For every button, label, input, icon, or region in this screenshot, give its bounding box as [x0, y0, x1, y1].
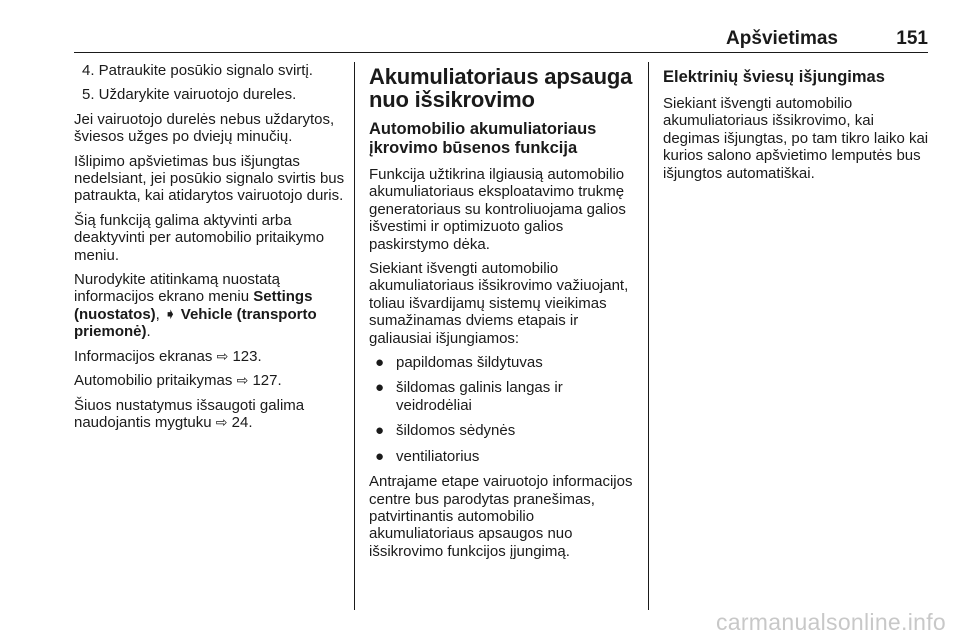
list-item	[369, 448, 635, 465]
save-settings-page[interactable]: 24	[231, 413, 249, 431]
step-5: 5. Uždarykite vairuotojo dureles.	[82, 86, 297, 104]
bullet-dot-icon: ●	[375, 447, 385, 465]
reference-vehicle-personalization-text: Automobilio pritaikymas	[74, 372, 237, 390]
settings-menu-label: Settings (nuostatos)	[74, 288, 313, 323]
column-divider-1	[354, 62, 355, 610]
paragraph-door-timeout: Jei vairuotojo durelės nebus uždarytos, šviesos užges po dviejų minučių.	[74, 110, 335, 146]
list-item-text: ventiliatorius	[396, 447, 480, 465]
settings-text: Nurodykite atitinkamą nuostatą informacijos ekrano meniu	[74, 271, 280, 306]
page-number: 151	[896, 28, 928, 49]
settings-separator: ,	[155, 305, 165, 323]
vehicle-menu-label: Vehicle (transporto priemonė)	[74, 305, 317, 341]
list-item	[369, 422, 635, 439]
paragraph-save-settings: Šiuos nustatymus išsaugoti galima naudojantis mygtuku ⇨ 24.	[74, 396, 305, 431]
column-2	[369, 62, 635, 567]
paragraph-systems-reduced: Siekiant išvengti automobilio akumuliatoriaus išsikrovimo važiuojant, toliau išvardijamų sistemų vieikimas sumažinamas dviems etapais ir galiausiai išjungiamos:	[369, 260, 629, 347]
paragraph-exit-lighting: Išlipimo apšvietimas bus išjungtas nedelsiant, jei posūkio signalo svirtis bus patraukta, kai atidarytos vairuotojo duris.	[74, 152, 345, 205]
reference-info-display-text: Informacijos ekranas	[74, 347, 217, 365]
reference-info-display[interactable]: Informacijos ekranas ⇨ 123.	[74, 347, 262, 365]
section-heading-battery-protection: Akumuliatoriaus apsauga nuo išsikrovimo	[369, 64, 633, 112]
systems-list	[369, 354, 635, 465]
subsection-heading-charge-state: Automobilio akumuliatoriaus įkrovimo būsenos funkcija	[369, 120, 597, 157]
reference-arrow-icon: ⇨	[236, 372, 249, 389]
reference-arrow-icon: ⇨	[216, 347, 229, 364]
reference-info-display-page: 123	[232, 347, 258, 365]
settings-end: .	[146, 323, 151, 341]
paragraph-settings-path	[74, 271, 346, 341]
header-divider	[74, 52, 928, 53]
column-1	[74, 62, 346, 438]
paragraph-lights-off: Siekiant išvengti automobilio akumuliatoriaus išsikrovimo, kai degimas išjungtas, po tam tikro laiko kai kurios salono apšvietimo lemputės bus išjungtos automatiškai.	[663, 95, 929, 182]
list-item-text: papildomas šildytuvas	[396, 354, 543, 372]
list-item	[369, 354, 635, 371]
bullet-dot-icon: ●	[375, 354, 385, 372]
step-4: 4. Patraukite posūkio signalo svirtį.	[82, 62, 313, 79]
section-heading-electric-lights-off: Elektrinių šviesų išjungimas	[663, 68, 885, 86]
reference-arrow-icon[interactable]: ⇨	[215, 413, 228, 430]
column-divider-2	[648, 62, 649, 610]
reference-vehicle-personalization[interactable]: Automobilio pritaikymas ⇨ 127.	[74, 372, 282, 390]
paragraph-second-stage: Antrajame etape vairuotojo informacijos centre bus parodytas pranešimas, patvirtinantis automobilio akumuliatoriaus apsaugos nuo išsikrovimo funkcijos įjungimą.	[369, 473, 633, 560]
bullet-dot-icon: ●	[375, 422, 385, 440]
reference-vehicle-personalization-page: 127	[252, 372, 278, 390]
page-title: Apšvietimas	[726, 28, 838, 49]
page-header	[74, 28, 928, 52]
list-item	[369, 379, 635, 414]
list-item-text: šildomas galinis langas ir veidrodėliai	[396, 379, 563, 414]
menu-arrow-icon: ➧	[164, 305, 177, 323]
save-settings-text: Šiuos nustatymus išsaugoti galima naudojantis mygtuku	[74, 396, 305, 431]
paragraph-activation: Šią funkciją galima aktyvinti arba deaktyvinti per automobilio pritaikymo meniu.	[74, 211, 325, 264]
list-item-text: šildomos sėdynės	[396, 422, 516, 440]
watermark: carmanualsonline.info	[715, 609, 946, 635]
column-3	[663, 62, 933, 189]
bullet-dot-icon: ●	[375, 379, 385, 397]
paragraph-function: Funkcija užtikrina ilgiausią automobilio akumuliatoriaus eksploatavimo trukmę generatoriaus su kontroliuojama galios išvestimi ir optimizuoto galios paskirstymo dėka.	[369, 166, 626, 253]
